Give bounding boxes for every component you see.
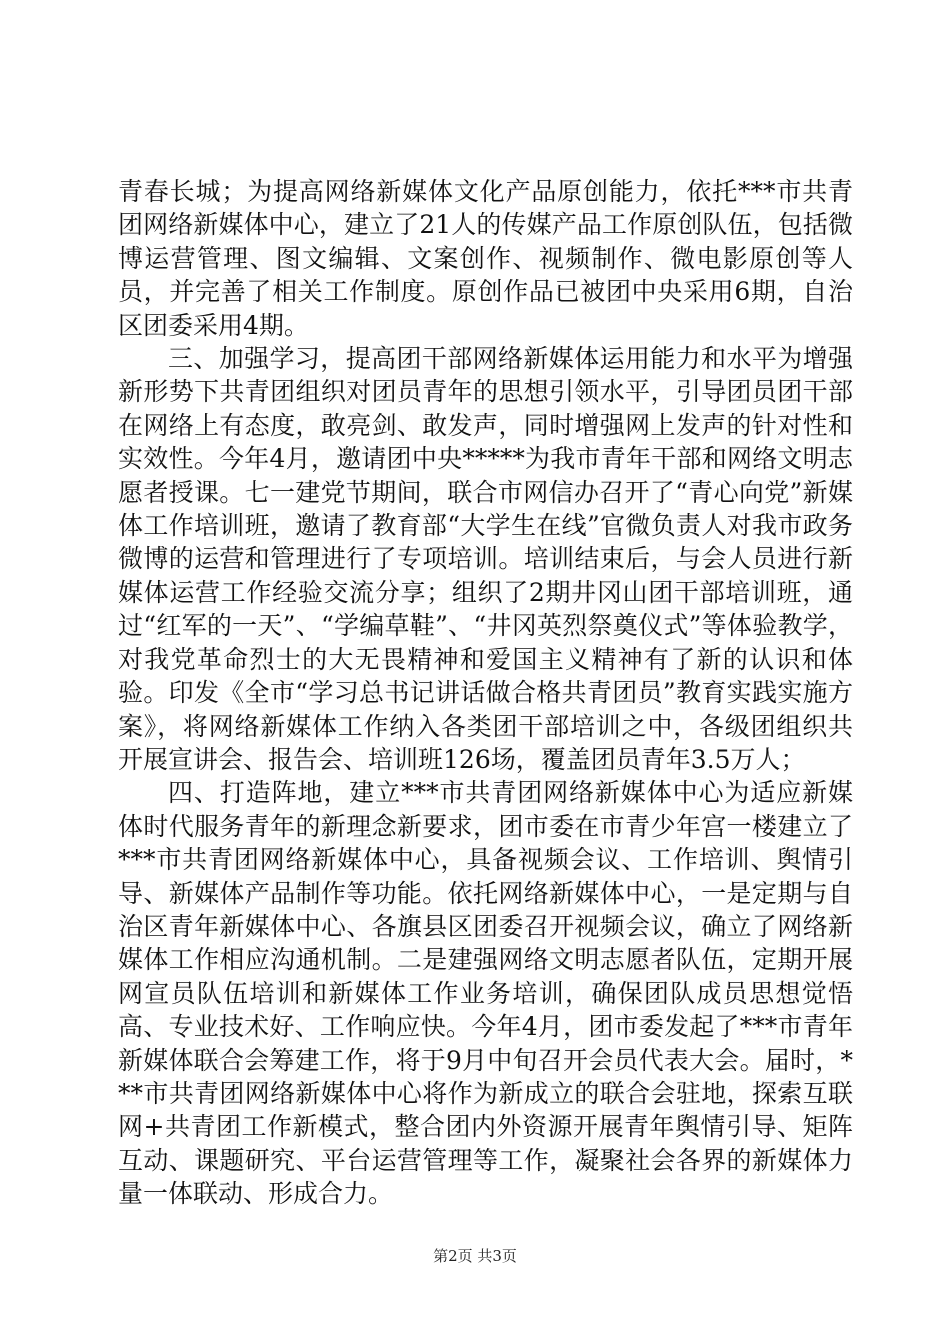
page-footer bbox=[0, 1245, 950, 1266]
paragraph-section-3: 三、加强学习，提高团干部网络新媒体运用能力和水平为增强新形势下共青团组织对团员青年的思想引领水平，引导团员团干部在网络上有态度，敢亮剑、敢发声，同时增强网上发声的针对性和实效性。今年4月，邀请团中央*****为我市青年干部和网络文明志愿者授课。七一建党节期间，联合市网信办召开了“青心向党”新媒体工作培训班，邀请了教育部“大学生在线”官微负责人对我市政务微博的运营和管理进行了专项培训。培训结束后，与会人员进行新媒体运营工作经验交流分享；组织了2期井冈山团干部培训班，通过“红军的一天”、“学编草鞋”、“井冈英烈祭奠仪式”等体验教学，对我党革命烈士的大无畏精神和爱国主义精神有了新的认识和体验。印发《全市“学习总书记讲话做合格共青团员”教育实践实施方案》，将网络新媒体工作纳入各类团干部培训之中，各级团组织共开展宣讲会、报告会、培训班126场，覆盖团员青年3.5万人； bbox=[118, 344, 853, 774]
document-body bbox=[118, 175, 853, 1211]
page-indicator: 第2页 共3页 bbox=[433, 1247, 517, 1265]
paragraph-continuation: 青春长城；为提高网络新媒体文化产品原创能力，依托***市共青团网络新媒体中心，建立了21人的传媒产品工作原创队伍，包括微博运营管理、图文编辑、文案创作、视频制作、微电影原创等人员，并完善了相关工作制度。原创作品已被团中央采用6期，自治区团委采用4期。 bbox=[118, 177, 853, 340]
paragraph-section-4: 四、打造阵地，建立***市共青团网络新媒体中心为适应新媒体时代服务青年的新理念新要求，团市委在市青少年宫一楼建立了***市共青团网络新媒体中心，具备视频会议、工作培训、舆情引导、新媒体产品制作等功能。依托网络新媒体中心，一是定期与自治区青年新媒体中心、各旗县区团委召开视频会议，确立了网络新媒体工作相应沟通机制。二是建强网络文明志愿者队伍，定期开展网宣员队伍培训和新媒体工作业务培训，确保团队成员思想觉悟高、专业技术好、工作响应快。今年4月，团市委发起了***市青年新媒体联合会筹建工作，将于9月中旬召开会员代表大会。届时，***市共青团网络新媒体中心将作为新成立的联合会驻地，探索互联网+共青团工作新模式，整合团内外资源开展青年舆情引导、矩阵互动、课题研究、平台运营管理等工作，凝聚社会各界的新媒体力量一体联动、形成合力。 bbox=[118, 778, 853, 1209]
